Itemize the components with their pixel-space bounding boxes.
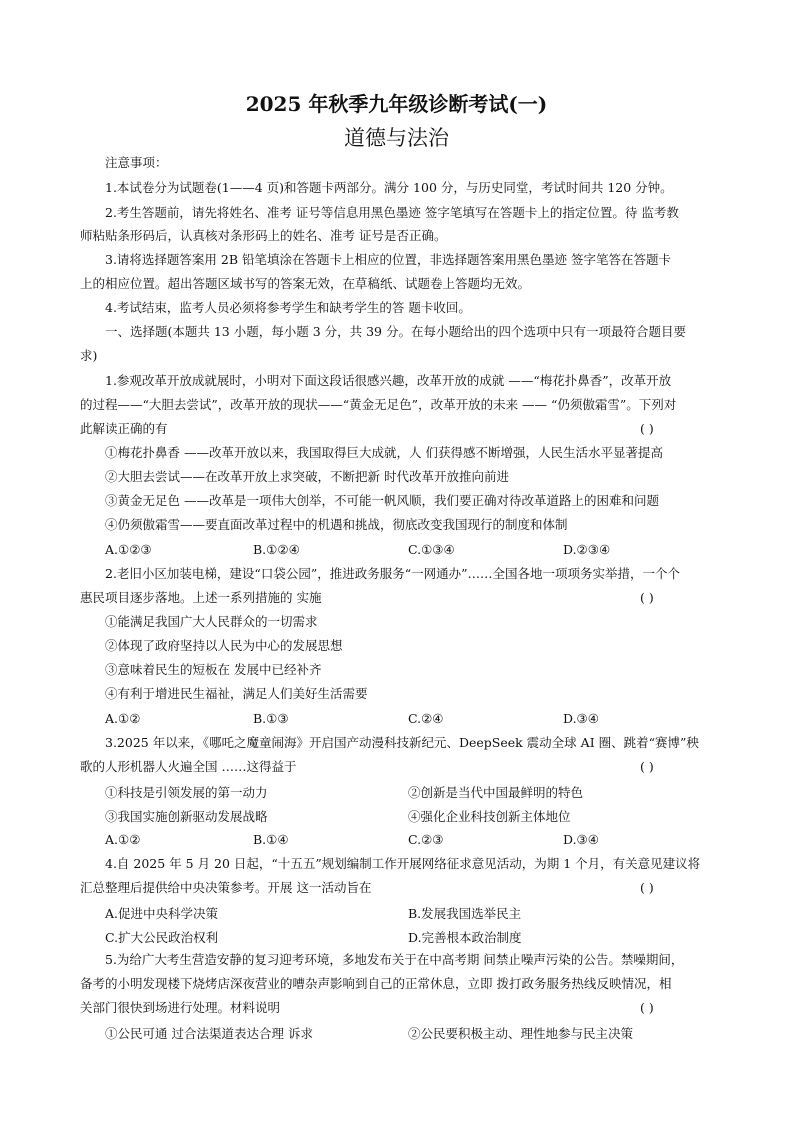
question-3-option-b: B.①④ <box>253 832 289 847</box>
question-3-option-d: D.③④ <box>563 832 599 847</box>
exam-subject: 道德与法治 <box>344 126 449 150</box>
question-5-stem: 关部门很快到场进行处理。材料说明 <box>80 1000 281 1015</box>
question-2-option-b: B.①③ <box>253 711 289 726</box>
answer-bracket: ( ) <box>640 421 654 436</box>
question-3-stem: 3.2025 年以来，《哪吒之魔童闹海》开启国产动漫科技新纪元、DeepSeek 震动全球 AI 圈、跳着“赛博”秧 <box>105 735 699 750</box>
notice-item: 2.考生答题前，请先将姓名、准考 证号等信息用黑色墨迹 签字笔填写在答题卡上的指定位置。待 监考教 <box>105 205 679 220</box>
answer-bracket: ( ) <box>640 880 654 895</box>
notice-item: 3.请将选择题答案用 2B 铅笔填涂在答题卡上相应的位置，非选择题答案用黑色墨迹 签字笔答在答题卡 <box>105 252 671 267</box>
question-5-stem: 备考的小明发现楼下烧烤店深夜营业的嘈杂声影响到自己的正常休息，立即 拨打政务服务热线反映情况，相 <box>80 976 672 991</box>
notice-item: 上的相应位置。超出答题区域书写的答案无效，在草稿纸、试题卷上答题均无效。 <box>80 276 531 291</box>
section-heading: 一、选择题(本题共 13 小题，每小题 3 分，共 39 分。在每小题给出的四个选项中只有一项最符合题目要 <box>105 324 686 339</box>
question-4-option-d: D.完善根本政治制度 <box>408 930 522 945</box>
question-3-item: ④强化企业科技创新主体地位 <box>408 809 571 824</box>
question-1-option-c: C.①③④ <box>408 542 455 557</box>
question-2-option-d: D.③④ <box>563 711 599 726</box>
question-2-stem: 惠民项目逐步落地。上述一系列措施的 实施 <box>80 590 322 605</box>
question-1-option-a: A.①②③ <box>105 542 152 557</box>
question-3-stem: 歌的人形机器人火遍全国 ……这得益于 <box>80 759 297 774</box>
question-3-item: ②创新是当代中国最鲜明的特色 <box>408 785 584 800</box>
question-2-option-c: C.②④ <box>408 711 444 726</box>
question-3-option-a: A.①② <box>105 832 141 847</box>
question-5-stem: 5.为给广大考生营造安静的复习迎考环境，多地发布关于在中高考期 间禁止噪声污染的公告。禁噪期间， <box>105 952 684 967</box>
question-5-item: ①公民可通 过合法渠道表达合理 诉求 <box>105 1026 313 1041</box>
notice-item: 师粘贴条形码后，认真核对条形码上的姓名、准考 证号是否正确。 <box>80 228 447 243</box>
question-1-stem: 1.参观改革开放成就展时，小明对下面这段话很感兴趣，改革开放的成就 ——“梅花扑鼻香”，改革开放 <box>105 373 672 388</box>
question-1-item: ①梅花扑鼻香 ——改革开放以来，我国取得巨大成就，人 们获得感不断增强，人民生活水平显著提高 <box>105 445 663 460</box>
notice-item: 1.本试卷分为试题卷(1——4 页)和答题卡两部分。满分 100 分，与历史同堂，考试时间共 120 分钟。 <box>105 180 673 195</box>
question-2-option-a: A.①② <box>105 711 141 726</box>
question-2-stem: 2.老旧小区加装电梯，建设“口袋公园”，推进政务服务“一网通办”……全国各地一项项务实举措，一个个 <box>105 566 680 581</box>
exam-title: 2025 年秋季九年级诊断考试(一) <box>245 92 548 116</box>
question-4-stem: 汇总整理后提供给中央决策参考。开展 这一活动旨在 <box>80 880 372 895</box>
question-1-stem: 的过程——“大胆去尝试”，改革开放的现状——“黄金无足色”，改革开放的未来 —— “仍须傲霜雪”。下列对 <box>80 397 677 412</box>
section-heading-cont: 求) <box>80 348 98 363</box>
question-3-item: ①科技是引领发展的第一动力 <box>105 785 268 800</box>
question-4-option-a: A.促进中央科学决策 <box>105 906 219 921</box>
notice-heading: 注意事项： <box>105 155 168 170</box>
question-4-option-c: C.扩大公民政治权利 <box>105 930 219 945</box>
question-1-item: ②大胆去尝试——在改革开放上求突破，不断把新 时代改革开放推向前进 <box>105 469 509 484</box>
question-4-option-b: B.发展我国选举民主 <box>408 906 522 921</box>
question-2-item: ②体现了政府坚持以人民为中心的发展思想 <box>105 638 343 653</box>
question-3-item: ③我国实施创新驱动发展战略 <box>105 809 268 824</box>
question-1-stem: 此解读正确的有 <box>80 421 168 436</box>
answer-bracket: ( ) <box>640 1000 654 1015</box>
answer-bracket: ( ) <box>640 590 654 605</box>
question-2-item: ①能满足我国广大人民群众的一切需求 <box>105 614 318 629</box>
notice-item: 4.考试结束，监考人员必须将参考学生和缺考学生的答 题卡收回。 <box>105 300 471 315</box>
question-3-option-c: C.②③ <box>408 832 444 847</box>
question-1-option-d: D.②③④ <box>563 542 611 557</box>
question-2-item: ③意味着民生的短板在 发展中已经补齐 <box>105 662 322 677</box>
question-1-item: ④仍须傲霜雪——要直面改革过程中的机遇和挑战，彻底改变我国现行的制度和体制 <box>105 517 568 532</box>
answer-bracket: ( ) <box>640 759 654 774</box>
question-1-item: ③黄金无足色 ——改革是一项伟大创举，不可能一帆风顺，我们要正确对待改革道路上的困难和问题 <box>105 493 659 508</box>
question-2-item: ④有利于增进民生福祉，满足人们美好生活需要 <box>105 686 368 701</box>
question-1-option-b: B.①②④ <box>253 542 300 557</box>
question-5-item: ②公民要积极主动、理性地参与民主决策 <box>408 1026 634 1041</box>
question-4-stem: 4.自 2025 年 5 月 20 日起，“十五五”规划编制工作开展网络征求意见活动，为期 1 个月，有关意见建议将 <box>105 856 701 871</box>
